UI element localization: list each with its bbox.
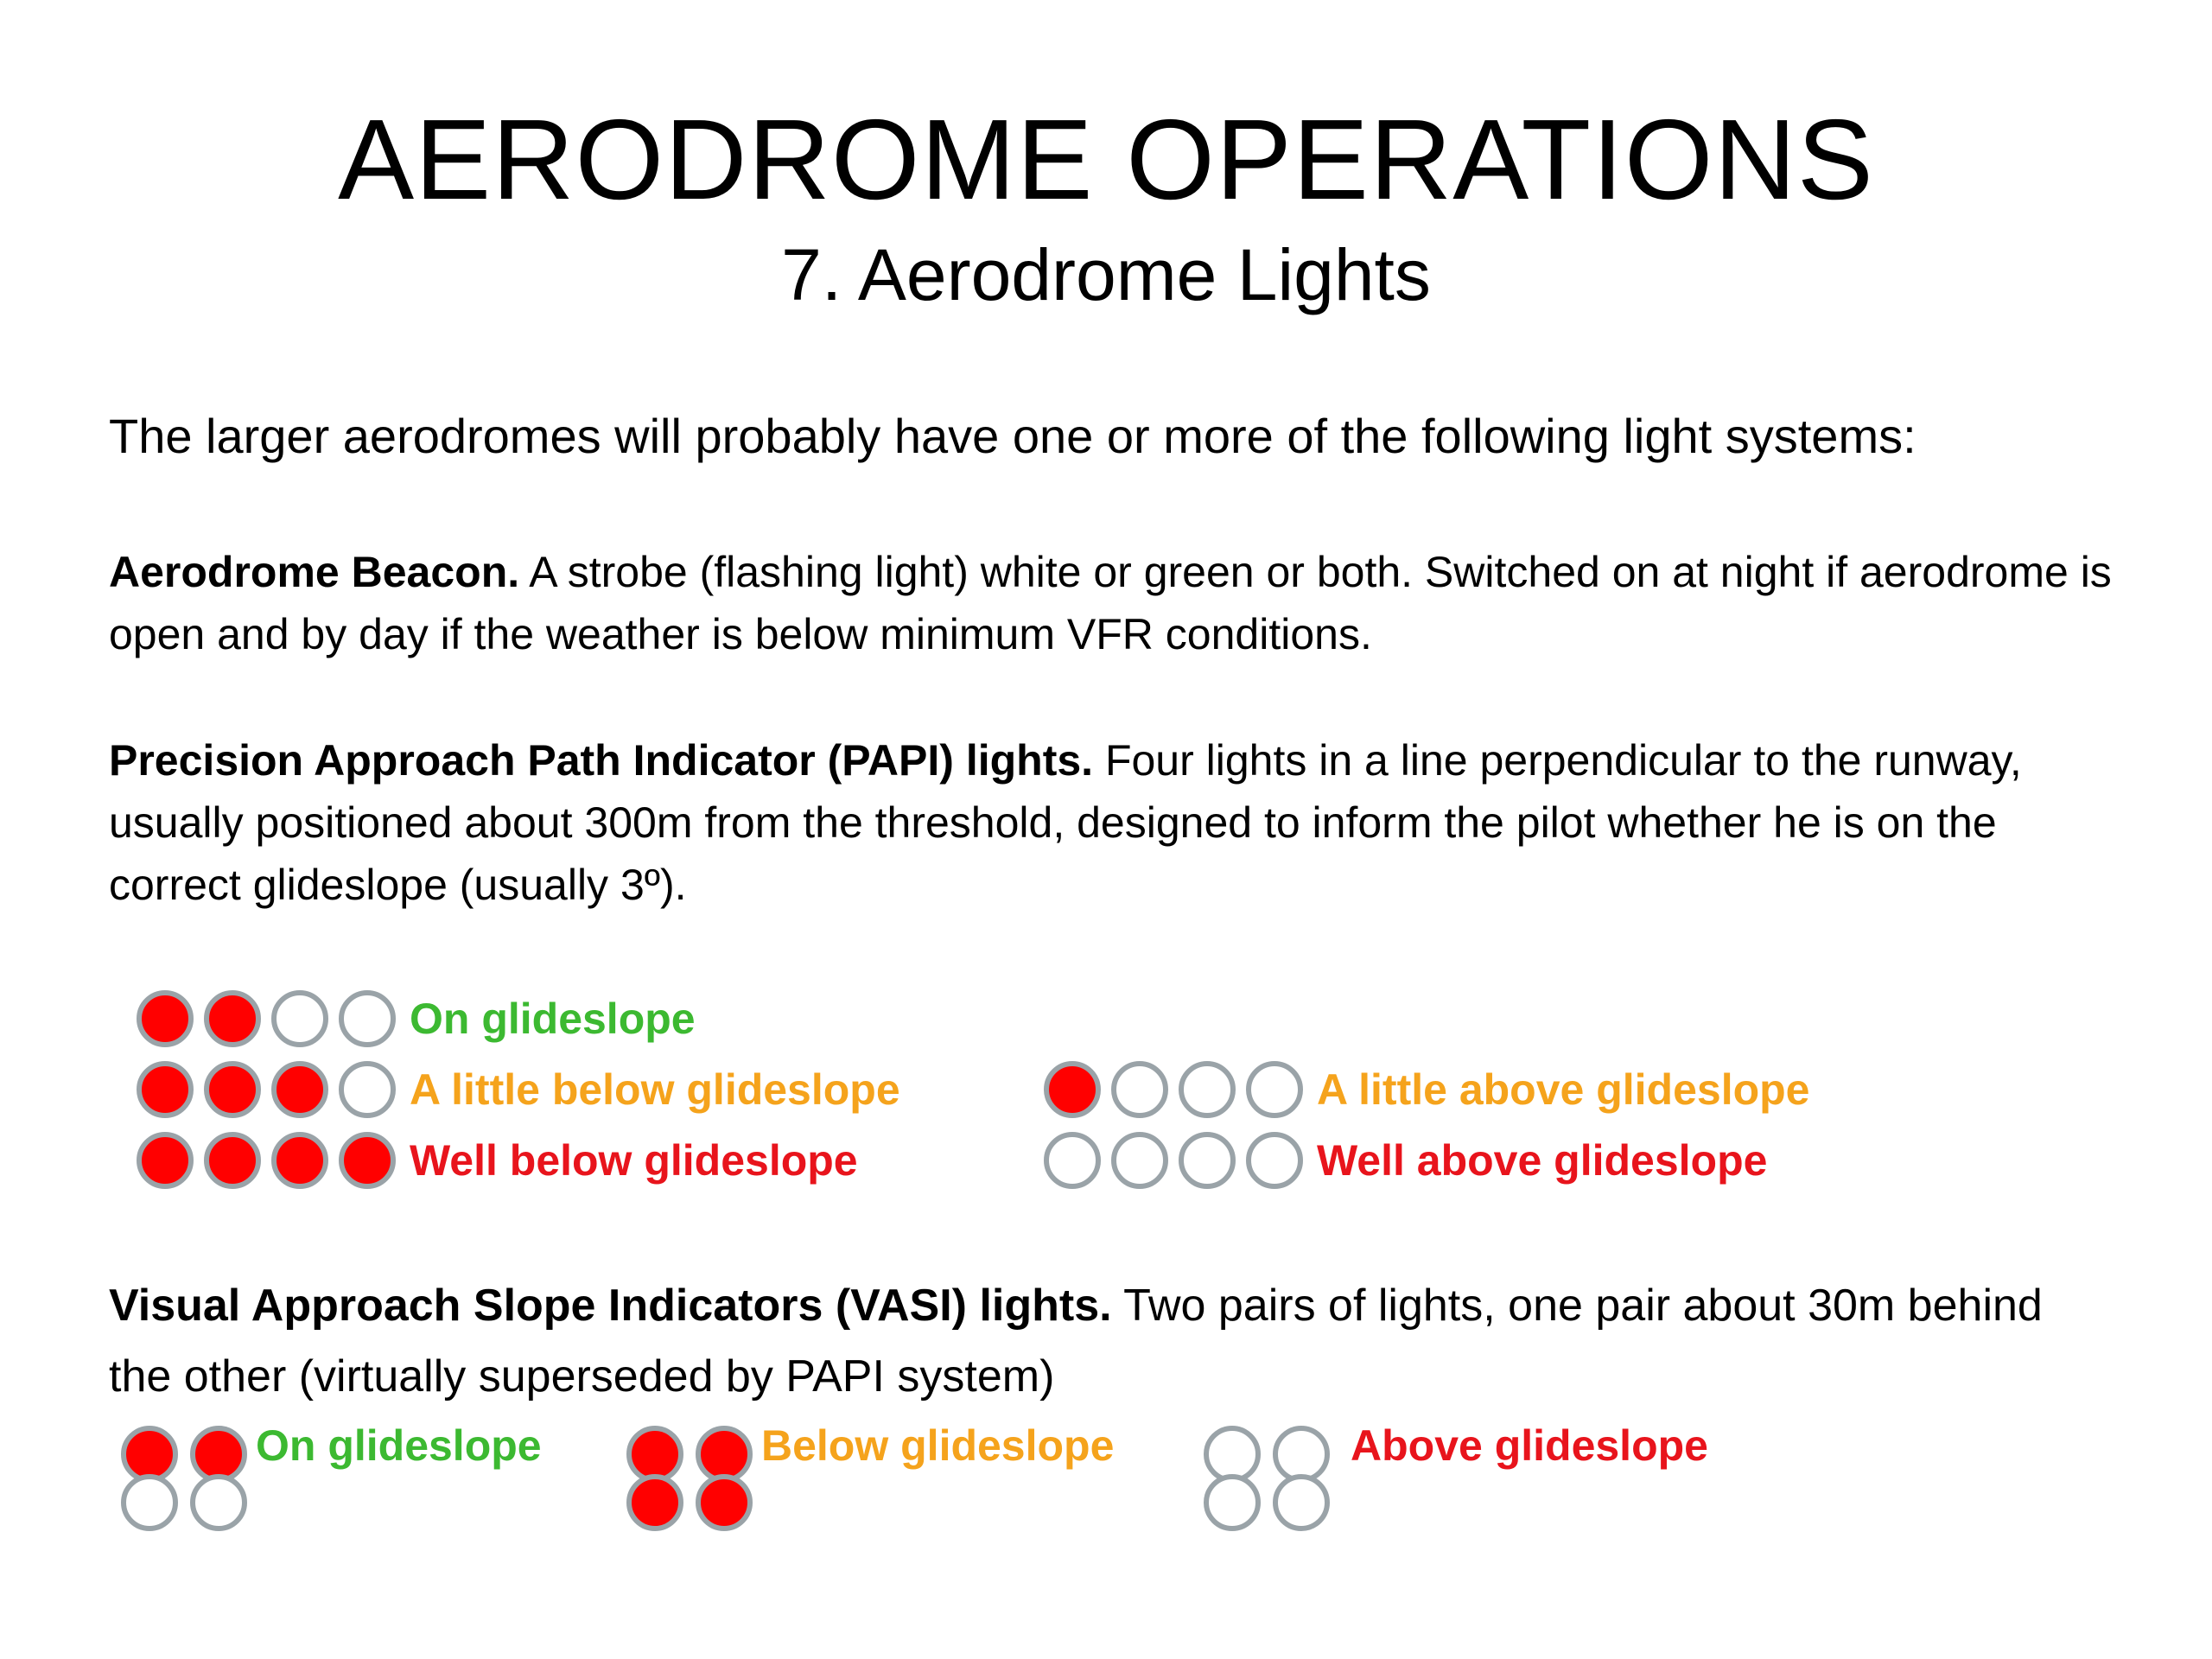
vasi-lights — [121, 1426, 256, 1535]
papi-light-4 — [339, 1132, 396, 1189]
vasi-unit-above-glideslope — [1204, 1421, 1708, 1535]
intro-text: The larger aerodromes will probably have one or more of the following light systems: — [109, 409, 1916, 463]
papi-light-1 — [137, 990, 194, 1047]
papi-light-3 — [271, 1132, 328, 1189]
papi-light-2 — [204, 990, 261, 1047]
papi-row-little-below — [137, 1061, 900, 1118]
papi-light-3 — [1179, 1132, 1236, 1189]
papi-light-3 — [1179, 1061, 1236, 1118]
vasi-unit-below-glideslope — [626, 1421, 1115, 1535]
page-title: AERODROME OPERATIONS — [338, 96, 1874, 223]
vasi-label: On glideslope — [256, 1421, 542, 1470]
beacon-heading: Aerodrome Beacon. — [109, 548, 520, 596]
vasi-light-bottom-right — [190, 1474, 247, 1531]
intro-paragraph — [109, 399, 2113, 474]
page-subtitle: 7. Aerodrome Lights — [781, 234, 1431, 315]
papi-light-1 — [1044, 1132, 1101, 1189]
vasi-heading: Visual Approach Slope Indicators (VASI) lights. — [109, 1281, 1112, 1331]
vasi-light-bottom-right — [696, 1474, 753, 1531]
papi-row-on-glideslope — [137, 990, 696, 1047]
papi-light-4 — [339, 1061, 396, 1118]
papi-label: A little below glideslope — [410, 1065, 900, 1114]
beacon-text: A strobe (flashing light) white or green or both. Switched on at night if aerodrome is open and by day if the weather is below minimum VFR conditions. — [109, 548, 2112, 658]
papi-light-3 — [271, 990, 328, 1047]
vasi-light-bottom-left — [1204, 1474, 1261, 1531]
vasi-unit-on-glideslope — [121, 1421, 542, 1535]
papi-light-1 — [1044, 1061, 1101, 1118]
papi-light-2 — [1111, 1132, 1168, 1189]
vasi-label: Above glideslope — [1351, 1421, 1708, 1470]
vasi-text: Two pairs of lights, one pair about 30m behind the other (virtually superseded by PAPI system) — [109, 1281, 2043, 1402]
papi-light-4 — [339, 990, 396, 1047]
vasi-lights — [1204, 1426, 1351, 1535]
papi-row-little-above — [1044, 1061, 1809, 1118]
papi-label: Well above glideslope — [1317, 1136, 1768, 1185]
papi-light-1 — [137, 1132, 194, 1189]
papi-heading: Precision Approach Path Indicator (PAPI) lights. — [109, 736, 1094, 785]
papi-light-2 — [1111, 1061, 1168, 1118]
papi-light-1 — [137, 1061, 194, 1118]
papi-light-3 — [271, 1061, 328, 1118]
vasi-paragraph — [109, 1270, 2113, 1412]
papi-row-well-below — [137, 1132, 858, 1189]
papi-row-well-above — [1044, 1132, 1767, 1189]
papi-label: A little above glideslope — [1317, 1065, 1810, 1114]
papi-light-4 — [1246, 1132, 1303, 1189]
papi-text: Four lights in a line perpendicular to the runway, usually positioned about 300m from the threshold, designed to inform the pilot whether he is on the correct glideslope (usually 3º). — [109, 736, 2022, 909]
beacon-paragraph — [109, 541, 2113, 665]
papi-light-2 — [204, 1132, 261, 1189]
papi-paragraph — [109, 729, 2113, 916]
papi-light-4 — [1246, 1061, 1303, 1118]
vasi-light-bottom-right — [1273, 1474, 1330, 1531]
vasi-lights — [626, 1426, 761, 1535]
papi-label: Well below glideslope — [410, 1136, 858, 1185]
papi-light-2 — [204, 1061, 261, 1118]
papi-label: On glideslope — [410, 995, 696, 1043]
vasi-label: Below glideslope — [761, 1421, 1115, 1470]
vasi-light-bottom-left — [626, 1474, 683, 1531]
vasi-light-bottom-left — [121, 1474, 178, 1531]
